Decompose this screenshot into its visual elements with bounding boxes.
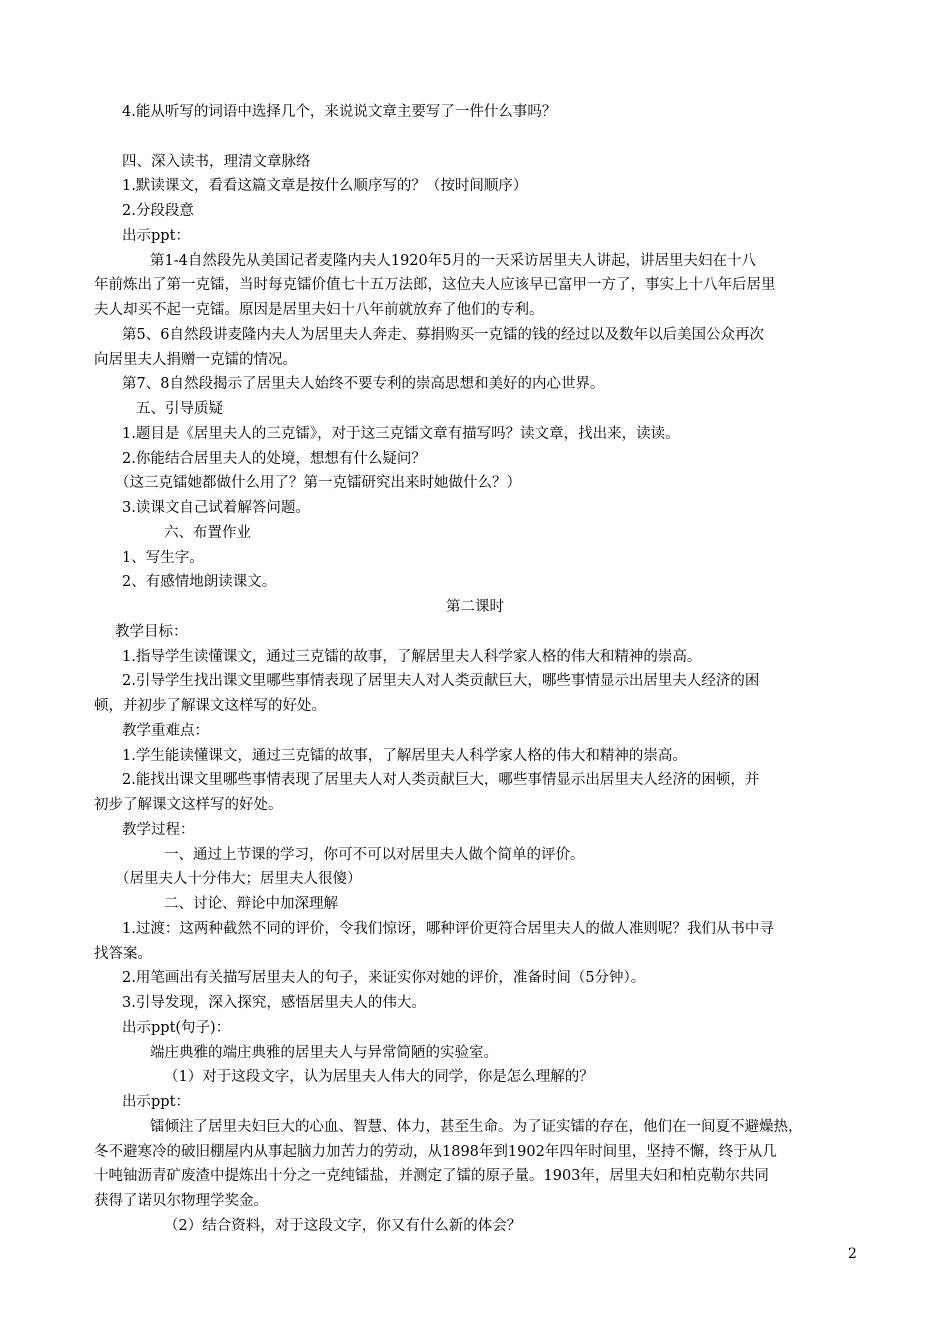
text-line: 1.题目是《居里夫人的三克镭》，对于这三克镭文章有描写吗？读文章，找出来，读读。: [122, 426, 680, 442]
text-line: 向居里夫人捐赠一克镭的情况。: [94, 352, 297, 368]
text-line: 3.读课文自己试着解答问题。: [122, 500, 310, 516]
section-heading: 四、深入读书，理清文章脉络: [122, 154, 311, 170]
text-line: 冬不避寒冷的破旧棚屋内从事起脑力加苦力的劳动，从1898年到1902年四年时间里，坚持不懈，终于从几: [94, 1144, 777, 1160]
text-line: 2.能找出课文里哪些事情表现了居里夫人对人类贡献巨大，哪些事情显示出居里夫人经济的困顿，并: [122, 772, 760, 788]
text-line: 1.学生能读懂课文，通过三克镭的故事，了解居里夫人科学家人格的伟大和精神的崇高。: [122, 748, 687, 764]
text-line: 1、写生字。: [122, 550, 204, 566]
text-line: （居里夫人十分伟大；居里夫人很傻）: [115, 871, 362, 887]
text-line: 顿，并初步了解课文这样写的好处。: [94, 698, 326, 714]
text-line: 2、有感情地朗读课文。: [122, 574, 277, 590]
text-line: 1.默读课文，看看这篇文章是按什么顺序写的？（按时间顺序）: [122, 178, 528, 194]
text-line: 第5、6自然段讲麦隆内夫人为居里夫人奔走、募捐购买一克镭的钱的经过以及数年以后美国公众再次: [122, 327, 764, 343]
text-line: 年前炼出了第一克镭，当时每克镭价值七十五万法郎，这位夫人应该早已富甲一方了，事实上十八年后居里: [94, 277, 776, 293]
text-line: 1.过渡：这两种截然不同的评价，令我们惊讶，哪种评价更符合居里夫人的做人准则呢？我们从书中寻: [122, 921, 774, 937]
text-line: 教学过程：: [122, 822, 195, 838]
lesson-title: 第二课时: [446, 599, 504, 615]
text-line: 2.引导学生找出课文里哪些事情表现了居里夫人对人类贡献巨大，哪些事情显示出居里夫人经济的困: [122, 673, 760, 689]
text-line: 1.指导学生读懂课文，通过三克镭的故事，了解居里夫人科学家人格的伟大和精神的崇高。: [122, 649, 702, 665]
section-heading: 六、布置作业: [164, 525, 251, 541]
section-heading: 一、通过上节课的学习，你可不可以对居里夫人做个简单的评价。: [164, 847, 585, 863]
text-line: 出示ppt：: [122, 228, 190, 244]
text-line: 端庄典雅的端庄典雅的居里夫人与异常简陋的实验室。: [150, 1045, 498, 1061]
text-line: 出示ppt：: [122, 1094, 190, 1110]
text-line: 第1-4自然段先从美国记者麦隆内夫人1920年5月的一天采访居里夫人讲起，讲居里夫妇在十八: [150, 253, 756, 269]
text-line: 4.能从听写的词语中选择几个，来说说文章主要写了一件什么事吗？: [122, 104, 557, 120]
text-line: 夫人却买不起一克镭。原因是居里夫妇十八年前就放弃了他们的专利。: [94, 302, 544, 318]
text-line: 第7、8自然段揭示了居里夫人始终不要专利的崇高思想和美好的内心世界。: [122, 376, 605, 392]
text-line: 2.你能结合居里夫人的处境，想想有什么疑问？: [122, 451, 426, 467]
text-line: 十吨铀沥青矿废渣中提炼出十分之一克纯镭盐，并测定了镭的原子量。1903年，居里夫妇和柏克勒尔共同: [94, 1168, 769, 1184]
page-number: 2: [848, 1246, 857, 1262]
text-line: 找答案。: [94, 946, 152, 962]
text-line: （这三克镭她都做什么用了？第一克镭研究出来时她做什么？）: [115, 475, 521, 491]
text-line: （1）对于这段文字，认为居里夫人伟大的同学，你是怎么理解的？: [164, 1069, 594, 1085]
text-line: 3.引导发现，深入探究，感悟居里夫人的伟大。: [122, 995, 426, 1011]
text-line: 2.分段段意: [122, 203, 194, 219]
text-line: （2）结合资料，对于这段文字，你又有什么新的体会？: [164, 1218, 522, 1234]
text-line: 2.用笔画出有关描写居里夫人的句子，来证实你对她的评价，准备时间（5分钟）。: [122, 970, 646, 986]
section-heading: 五、引导质疑: [136, 401, 223, 417]
text-line: 镭倾注了居里夫妇巨大的心血、智慧、体力，甚至生命。为了证实镭的存在，他们在一间夏不避燥热，: [150, 1119, 803, 1135]
text-line: 教学重难点：: [122, 723, 209, 739]
text-line: 出示ppt(句子)：: [122, 1020, 231, 1036]
text-line: 教学目标：: [115, 624, 188, 640]
text-line: 初步了解课文这样写的好处。: [94, 797, 283, 813]
section-heading: 二、讨论、辩论中加深理解: [164, 896, 338, 912]
text-line: 获得了诺贝尔物理学奖金。: [94, 1193, 268, 1209]
